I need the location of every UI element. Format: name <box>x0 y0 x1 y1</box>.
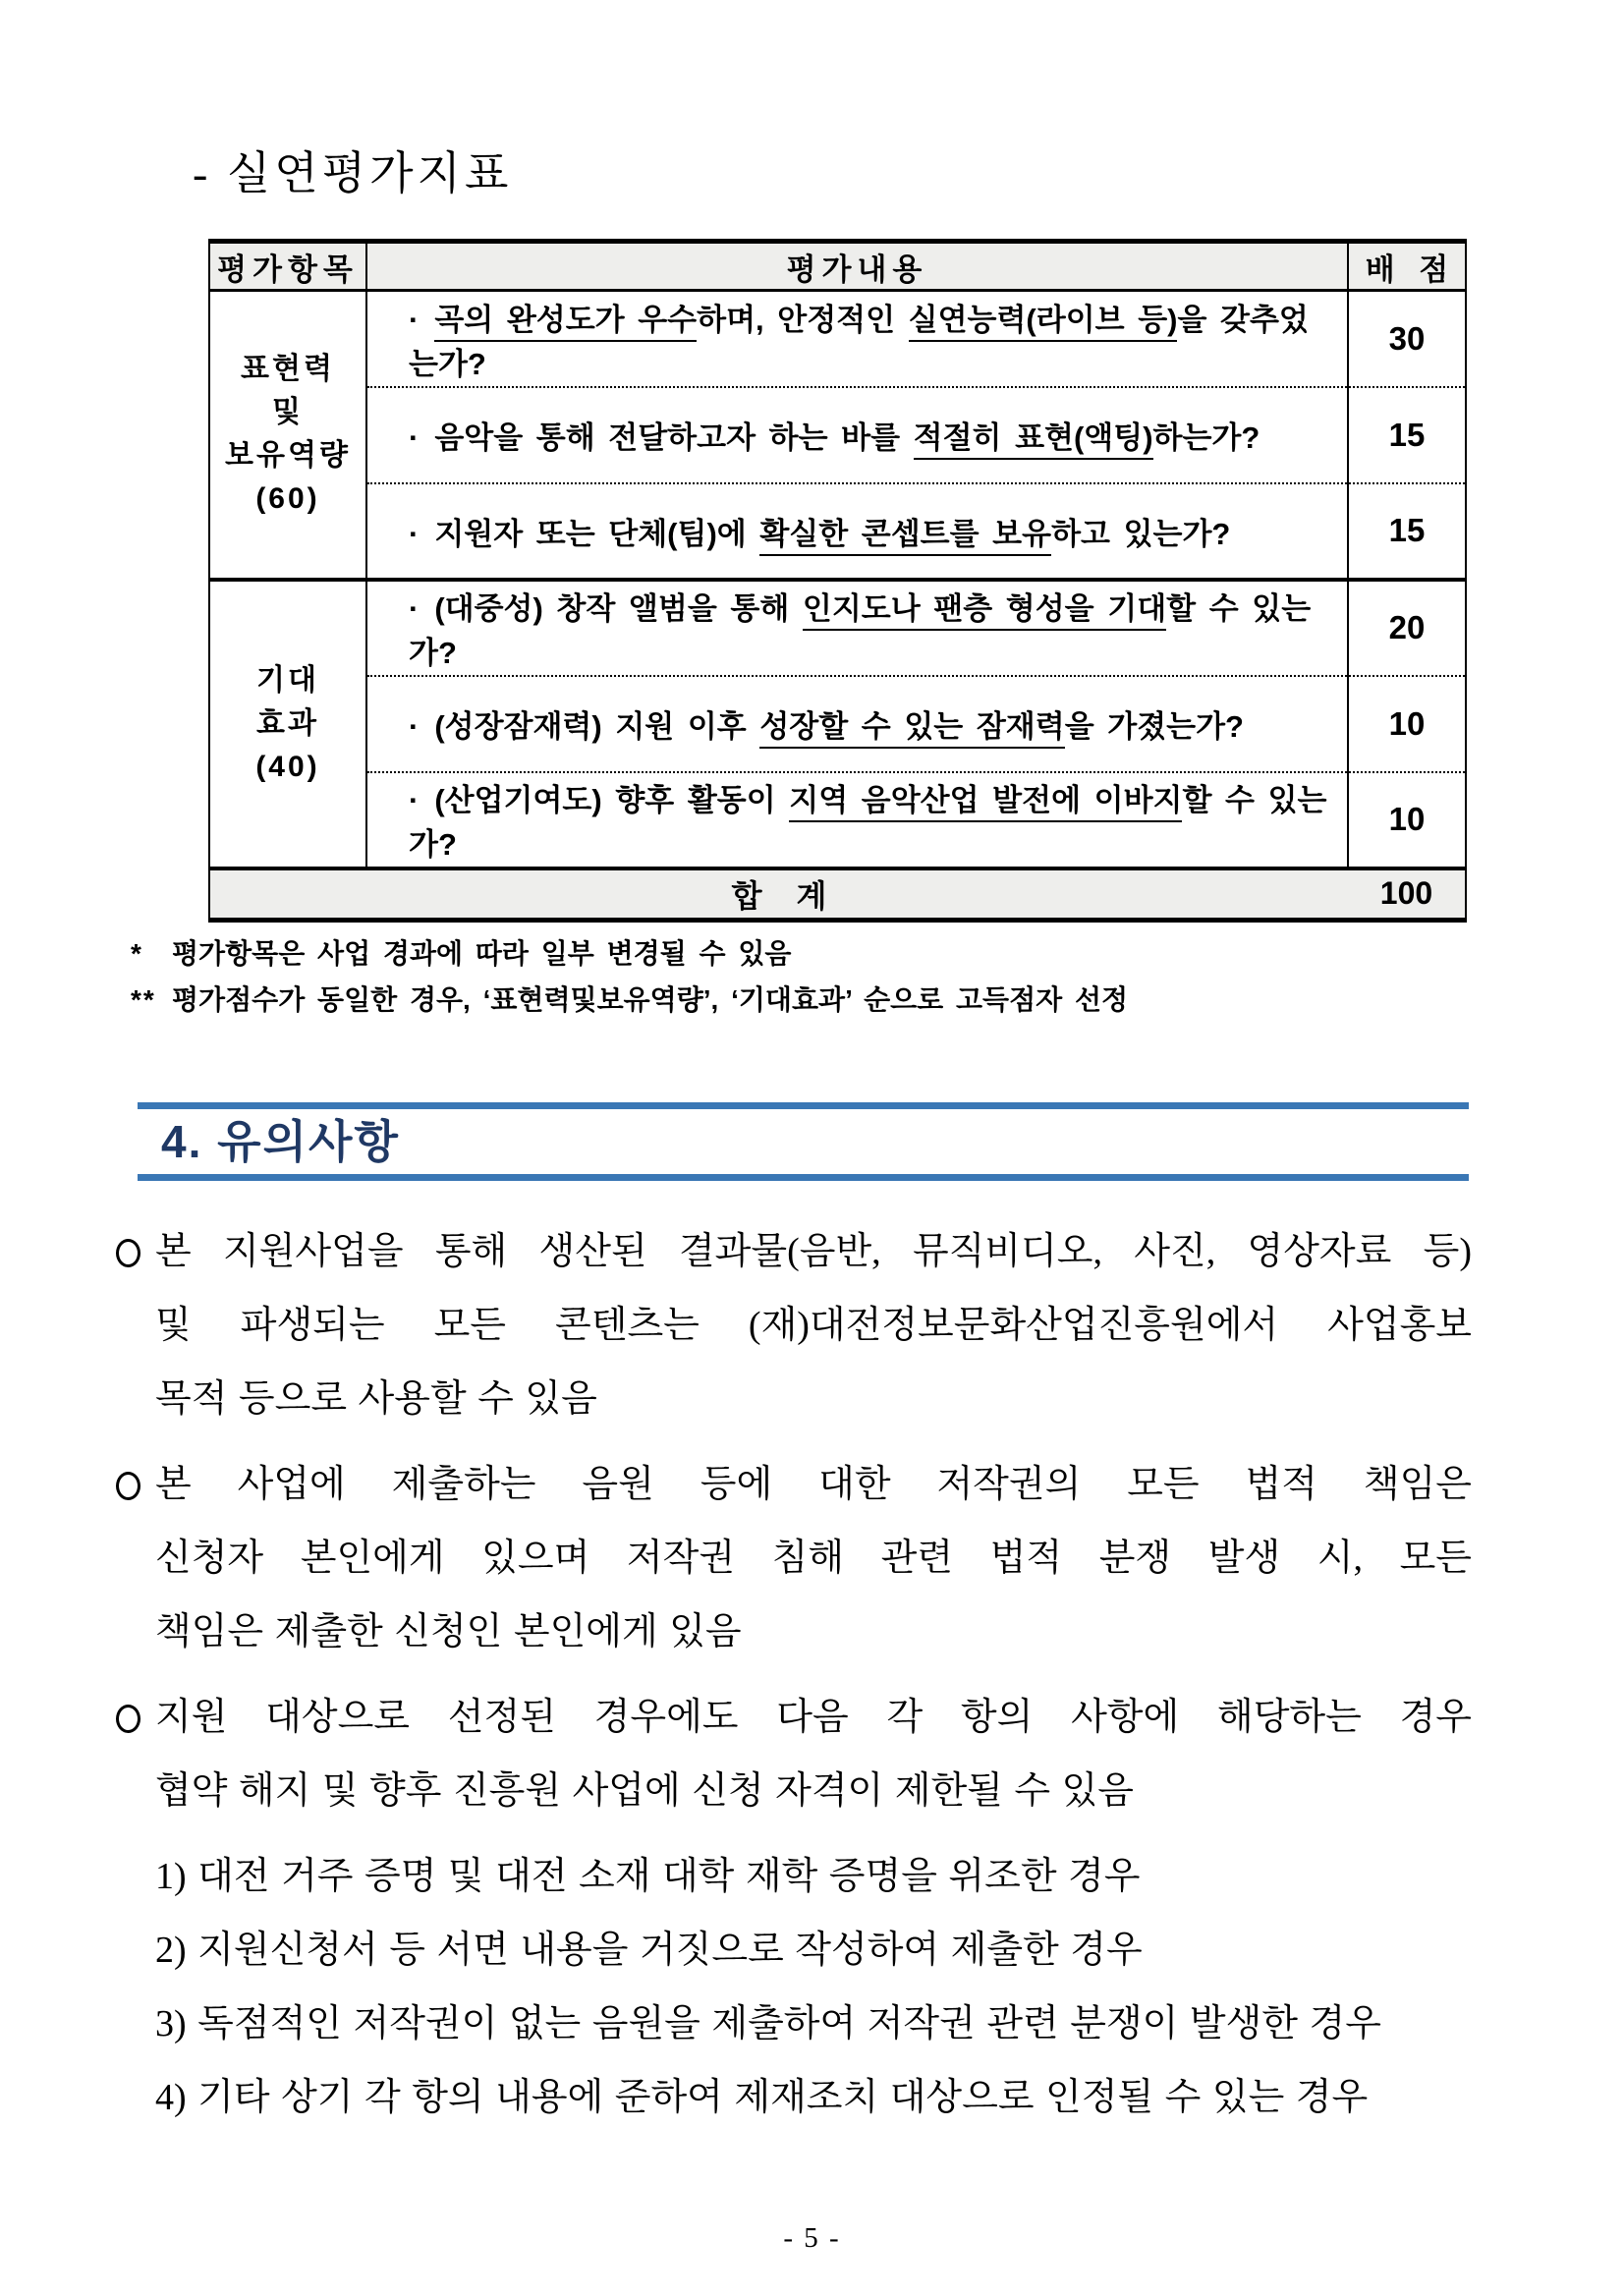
sub-item-text: 1) 대전 거주 증명 및 대전 소재 대학 재학 증명을 위조한 경우 <box>155 1856 1141 1897</box>
score-cell: 15 <box>1348 387 1466 483</box>
table-row <box>209 772 1466 868</box>
category-line: 및 <box>272 396 304 429</box>
sub-item <box>116 1840 1472 1914</box>
sub-item-text: 3) 독점적인 저작권이 없는 음원을 제출하여 저작권 관련 분쟁이 발생한 경우 <box>155 2003 1381 2044</box>
table-total-row <box>209 868 1466 921</box>
total-score-cell: 100 <box>1348 868 1466 921</box>
criterion-text: (성장잠재력) 지원 이후 성장할 수 있는 잠재력을 가졌는가? <box>434 709 1244 749</box>
sub-item-text: 4) 기타 상기 각 항의 내용에 준하여 제재조치 대상으로 인정될 수 있는 경우 <box>155 2077 1369 2118</box>
note-sub-list <box>116 1840 1472 2135</box>
dot-bullet-icon: · <box>409 591 420 626</box>
table-row <box>209 483 1466 580</box>
category-cell-expression <box>209 291 366 580</box>
criterion-text: 음악을 통해 전달하고자 하는 바를 적절히 표현(액팅)하는가? <box>434 420 1260 460</box>
note-text: 책임은 제출한 신청인 본인에게 있음 <box>155 1611 742 1652</box>
category-line: 효과 <box>256 706 319 740</box>
footnote-marker: ** <box>131 984 156 1015</box>
criterion-cell <box>366 676 1348 772</box>
footnote-marker: * <box>131 938 143 969</box>
note-line <box>116 1681 1472 1755</box>
footnote <box>131 930 1128 977</box>
category-line: 보유역량 <box>225 439 351 473</box>
sub-item <box>116 1914 1472 1988</box>
footnote <box>131 977 1128 1023</box>
note-text: 본 지원사업을 통해 생산된 결과물(음반, 뮤직비디오, 사진, 영상자료 등) <box>155 1231 1472 1272</box>
table-header-row <box>209 242 1466 291</box>
dot-bullet-icon: · <box>409 420 420 455</box>
sub-item <box>116 2061 1472 2135</box>
page-number: - 5 - <box>783 2222 841 2254</box>
note-text: 본 사업에 제출하는 음원 등에 대한 저작권의 모든 법적 책임은 <box>155 1464 1472 1505</box>
note-line <box>116 1755 1472 1828</box>
column-header-content: 평가내용 <box>366 242 1348 291</box>
note-text: 신청자 본인에게 있으며 저작권 침해 관련 법적 분쟁 발생 시, 모든 <box>155 1538 1472 1579</box>
evaluation-table <box>208 239 1467 923</box>
criterion-text: 곡의 완성도가 우수하며, 안정적인 실연능력(라이브 등)을 갖추었는가? <box>409 302 1309 381</box>
section-heading-block <box>138 1102 1469 1181</box>
score-cell: 10 <box>1348 676 1466 772</box>
table-row <box>209 291 1466 387</box>
note-line <box>116 1363 1472 1436</box>
criterion-cell <box>366 291 1348 387</box>
criterion-cell <box>366 387 1348 483</box>
score-cell: 15 <box>1348 483 1466 580</box>
notes-section <box>116 1215 1472 2147</box>
dot-bullet-icon: · <box>409 709 420 744</box>
note-line <box>116 1215 1472 1289</box>
category-cell-expected-effect <box>209 580 366 868</box>
table-row <box>209 580 1466 676</box>
table-footnotes <box>131 930 1128 1023</box>
total-label-cell: 합 계 <box>209 868 1348 921</box>
criterion-cell <box>366 580 1348 676</box>
sub-item-text: 2) 지원신청서 등 서면 내용을 거짓으로 작성하여 제출한 경우 <box>155 1930 1143 1971</box>
dot-bullet-icon: · <box>409 783 420 817</box>
note-text: 목적 등으로 사용할 수 있음 <box>155 1378 597 1420</box>
circle-bullet-icon <box>116 1239 140 1267</box>
circle-bullet-icon <box>116 1472 140 1500</box>
score-cell: 20 <box>1348 580 1466 676</box>
column-header-category: 평가항목 <box>209 242 366 291</box>
note-text: 지원 대상으로 선정된 경우에도 다음 각 항의 사항에 해당하는 경우 <box>155 1697 1472 1738</box>
category-line: 표현력 <box>241 353 335 386</box>
table-row <box>209 676 1466 772</box>
circle-bullet-icon <box>116 1705 140 1733</box>
score-cell: 10 <box>1348 772 1466 868</box>
note-line <box>116 1448 1472 1522</box>
note-text: 협약 해지 및 향후 진흥원 사업에 신청 자격이 제한될 수 있음 <box>155 1770 1134 1812</box>
column-header-score: 배 점 <box>1348 242 1466 291</box>
note-line <box>116 1289 1472 1363</box>
dot-bullet-icon: · <box>409 302 420 337</box>
sub-item <box>116 1988 1472 2061</box>
category-line: (40) <box>255 750 320 783</box>
note-line <box>116 1522 1472 1596</box>
note-line <box>116 1596 1472 1669</box>
heading-top-rule <box>138 1102 1469 1109</box>
note-paragraph <box>116 1681 1472 1828</box>
category-line: 기대 <box>256 663 319 697</box>
section-title: 4. 유의사항 <box>161 1116 400 1167</box>
footnote-text: 평가항목은 사업 경과에 따라 일부 변경될 수 있음 <box>172 938 792 969</box>
score-cell: 30 <box>1348 291 1466 387</box>
criterion-cell <box>366 483 1348 580</box>
note-paragraph <box>116 1448 1472 1669</box>
category-line: (60) <box>255 482 320 516</box>
criterion-text: (산업기여도) 향후 활동이 지역 음악산업 발전에 이바지할 수 있는가? <box>409 783 1327 862</box>
heading-bottom-rule <box>138 1174 1469 1181</box>
table-row <box>209 387 1466 483</box>
page-title: - 실연평가지표 <box>193 148 513 198</box>
dot-bullet-icon: · <box>409 516 420 551</box>
criterion-cell <box>366 772 1348 868</box>
criterion-text: (대중성) 창작 앨범을 통해 인지도나 팬층 형성을 기대할 수 있는가? <box>409 591 1312 670</box>
criterion-text: 지원자 또는 단체(팀)에 확실한 콘셉트를 보유하고 있는가? <box>434 517 1230 556</box>
footnote-text: 평가점수가 동일한 경우, ‘표현력및보유역량’, ‘기대효과’ 순으로 고득점자 선정 <box>172 984 1129 1015</box>
note-paragraph <box>116 1215 1472 1436</box>
note-text: 및 파생되는 모든 콘텐츠는 (재)대전정보문화산업진흥원에서 사업홍보 <box>155 1305 1472 1346</box>
